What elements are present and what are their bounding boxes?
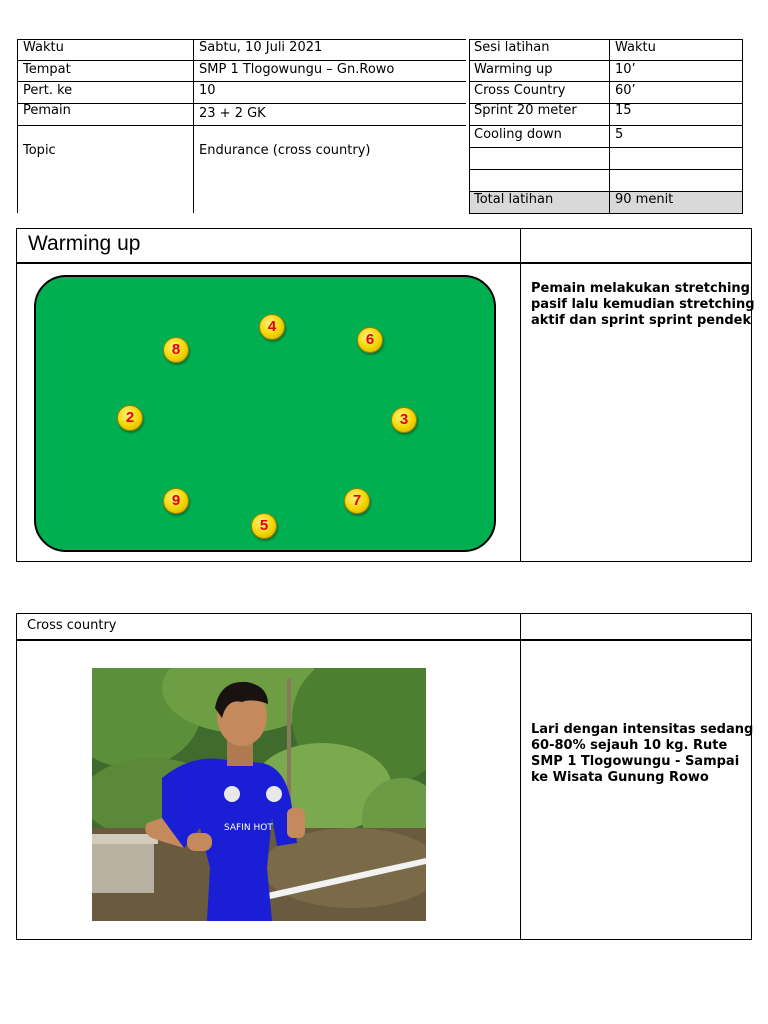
total-value: 90 menit (615, 192, 674, 207)
session-header-time: Waktu (615, 40, 656, 55)
value-topic: Endurance (cross country) (199, 143, 371, 158)
description-line: Pemain melakukan stretching (531, 281, 750, 296)
table-line (469, 213, 742, 214)
section-divider (16, 639, 752, 641)
label-waktu: Waktu (23, 40, 64, 55)
jersey-text: SAFIN HOT (224, 823, 273, 833)
session-cross-country-time: 60’ (615, 83, 636, 98)
description-line: SMP 1 Tlogowungu - Sampai (531, 754, 740, 769)
session-header-label: Sesi latihan (474, 40, 550, 55)
player-marker: 3 (391, 407, 417, 433)
warming-up-title: Warming up (28, 232, 141, 255)
player-marker: 5 (251, 513, 277, 539)
value-location: SMP 1 Tlogowungu – Gn.Rowo (199, 62, 395, 77)
player-marker: 9 (163, 488, 189, 514)
session-warming-up-time: 10’ (615, 62, 636, 77)
player-marker: 6 (357, 327, 383, 353)
player-marker: 7 (344, 488, 370, 514)
section-divider (16, 262, 752, 264)
table-line (17, 81, 466, 82)
label-pertemuan: Pert. ke (23, 83, 73, 98)
label-pemain: Pemain (23, 103, 71, 118)
table-line (17, 125, 466, 126)
warming-up-description (531, 281, 755, 329)
table-line (17, 60, 466, 61)
player-marker: 4 (259, 314, 285, 340)
cross-country-description (531, 722, 753, 786)
table-line (17, 103, 466, 104)
total-label: Total latihan (474, 192, 554, 207)
session-sprint-time: 15 (615, 103, 632, 118)
table-line (469, 169, 742, 170)
description-line: aktif dan sprint sprint pendek (531, 313, 752, 328)
label-topic: Topic (23, 143, 56, 158)
session-cooling-down: Cooling down (474, 127, 562, 142)
runner-photo (92, 668, 426, 921)
value-pertemuan: 10 (199, 83, 216, 98)
session-cooling-down-time: 5 (615, 127, 624, 142)
table-line (469, 147, 742, 148)
session-sprint: Sprint 20 meter (474, 103, 577, 118)
table-line (469, 60, 742, 61)
description-line: ke Wisata Gunung Rowo (531, 770, 709, 785)
session-cross-country: Cross Country (474, 83, 566, 98)
player-marker: 8 (163, 337, 189, 363)
table-line (469, 125, 742, 126)
table-line (742, 39, 743, 214)
description-line: 60-80% sejauh 10 kg. Rute (531, 738, 728, 753)
description-line: pasif lalu kemudian stretching (531, 297, 755, 312)
table-line (469, 81, 742, 82)
description-line: Lari dengan intensitas sedang (531, 722, 754, 737)
section-divider (520, 613, 521, 940)
cross-country-title: Cross country (27, 618, 117, 633)
player-marker: 2 (117, 405, 143, 431)
label-tempat: Tempat (23, 62, 71, 77)
section-divider (520, 228, 521, 562)
value-date: Sabtu, 10 Juli 2021 (199, 40, 323, 55)
session-warming-up: Warming up (474, 62, 553, 77)
value-pemain: 23 + 2 GK (199, 106, 266, 121)
